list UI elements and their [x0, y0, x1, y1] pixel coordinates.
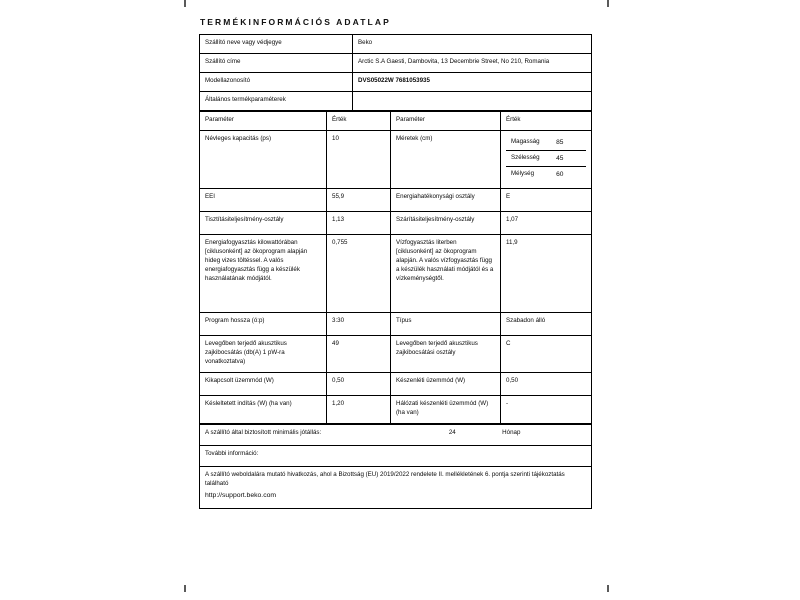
- table-row: [200, 91, 592, 110]
- support-url-link[interactable]: http://support.beko.com: [205, 491, 277, 499]
- energy-consumption-label: Energiafogyasztás kilowattórában [ciklusonként] az ökoprogram alapján hideg vizes töltéssel. A valós energiafogyasztás függ a készülék használatának módjától.: [200, 234, 327, 312]
- supplier-address-label: Szállító címe: [200, 53, 353, 72]
- product-information-sheet: [199, 17, 591, 509]
- header-value-2: Érték: [501, 111, 592, 130]
- table-row-noise: [200, 335, 592, 372]
- type-label: Típus: [391, 312, 501, 335]
- table-row-warranty: [200, 424, 592, 445]
- list-item: [506, 151, 586, 167]
- off-mode-value: 0,50: [327, 372, 391, 395]
- energy-consumption-value: 0,755: [327, 234, 391, 312]
- general-parameters-value: [353, 91, 592, 110]
- table-row: [200, 72, 592, 91]
- footer-table: [199, 424, 592, 509]
- table-row-performance-class: [200, 211, 592, 234]
- dimension-width-value: 45: [551, 151, 586, 167]
- type-value: Szabadon álló: [501, 312, 592, 335]
- supplier-name-value: Beko: [353, 35, 592, 54]
- table-row-delay-network: [200, 395, 592, 423]
- delay-start-label: Késleltetett indítás (W) (ha van): [200, 395, 327, 423]
- eei-value: 55,9: [327, 188, 391, 211]
- rated-capacity-label: Névleges kapacitás (ps): [200, 130, 327, 188]
- crop-mark-bottom-left: [184, 585, 186, 592]
- networked-standby-label: Hálózati készenléti üzemmód (W) (ha van): [391, 395, 501, 423]
- weblink-cell: [200, 466, 592, 508]
- crop-mark-top-right: [607, 0, 609, 7]
- water-consumption-value: 11,9: [501, 234, 592, 312]
- dimensions-label: Méretek (cm): [391, 130, 501, 188]
- supplier-table: [199, 34, 592, 111]
- table-row: [200, 53, 592, 72]
- dimensions-cell: [501, 130, 592, 188]
- list-item: [506, 135, 586, 151]
- dimension-height-label: Magasság: [506, 135, 551, 151]
- drying-performance-label: Szárításiteljesítmény-osztály: [391, 211, 501, 234]
- general-parameters-label: Általános termékparaméterek: [200, 91, 353, 110]
- dimension-depth-label: Mélység: [511, 170, 535, 178]
- dimensions-table: [506, 135, 586, 183]
- warranty-label: A szállító által biztosított minimális jótállás:: [205, 428, 322, 436]
- weblink-description: A szállító weboldalára mutató hivatkozás, ahol a Bizottság (EU) 2019/2022 rendelete II. mellékletének 6. pontja szerinti tájékoztatás található: [205, 470, 565, 487]
- rated-capacity-value: 10: [327, 130, 391, 188]
- table-row: [200, 35, 592, 54]
- off-mode-label: Kikapcsolt üzemmód (W): [200, 372, 327, 395]
- table-row-programme: [200, 312, 592, 335]
- page-title: TERMÉKINFORMÁCIÓS ADATLAP: [200, 17, 391, 27]
- model-id-value: DVS05022W 7681053935: [353, 72, 592, 91]
- table-row-eei: [200, 188, 592, 211]
- supplier-address-value: Arctic S.A Gaesti, Dambovita, 13 Decembrie Street, No 210, Romania: [353, 53, 592, 72]
- table-row-weblink: [200, 466, 592, 508]
- header-parameter-2: Paraméter: [391, 111, 501, 130]
- supplier-name-label: Szállító neve vagy védjegye: [200, 35, 353, 54]
- standby-mode-value: 0,50: [501, 372, 592, 395]
- warranty-value: 24: [448, 428, 456, 436]
- networked-standby-value: -: [501, 395, 592, 423]
- crop-mark-bottom-right: [607, 585, 609, 592]
- warranty-row: [205, 429, 586, 438]
- table-row-consumption: [200, 234, 592, 312]
- cleaning-performance-label: Tisztításiteljesítmény-osztály: [200, 211, 327, 234]
- table-row-more-info: [200, 445, 592, 466]
- noise-emission-label: Levegőben terjedő akusztikus zajkibocsátás (db(A) 1 pW-ra vonatkoztatva): [200, 335, 327, 372]
- table-header-row: [200, 111, 592, 130]
- noise-class-value: C: [501, 335, 592, 372]
- warranty-unit: Hónap: [502, 428, 521, 436]
- standby-mode-label: Készenléti üzemmód (W): [391, 372, 501, 395]
- header-parameter-1: Paraméter: [200, 111, 327, 130]
- delay-start-value: 1,20: [327, 395, 391, 423]
- dimension-depth-value: 60: [556, 171, 564, 179]
- water-consumption-label: Vízfogyasztás literben [ciklusonként] az ökoprogram alapján. A valós vízfogyasztás függ a készülék használati módjától és a vízkeménységtől.: [391, 234, 501, 312]
- more-info-label: További információ:: [200, 445, 592, 466]
- crop-mark-top-left: [184, 0, 186, 7]
- dimension-height-value: 85: [551, 135, 586, 151]
- programme-duration-label: Program hossza (ó:p): [200, 312, 327, 335]
- programme-duration-value: 3:30: [327, 312, 391, 335]
- dimension-width-label: Szélesség: [506, 151, 551, 167]
- model-id-label: Modellazonosító: [200, 72, 353, 91]
- warranty-cell: [200, 424, 592, 445]
- eei-label: EEI: [200, 188, 327, 211]
- cleaning-performance-value: 1,13: [327, 211, 391, 234]
- list-item: [506, 167, 586, 183]
- noise-emission-value: 49: [327, 335, 391, 372]
- energy-class-label: Energiahatékonysági osztály: [391, 188, 501, 211]
- noise-class-label: Levegőben terjedő akusztikus zajkibocsátási osztály: [391, 335, 501, 372]
- header-value-1: Érték: [327, 111, 391, 130]
- table-row-off-standby: [200, 372, 592, 395]
- table-row-rated-capacity: [200, 130, 592, 188]
- drying-performance-value: 1,07: [501, 211, 592, 234]
- parameter-table: [199, 111, 592, 424]
- energy-class-value: E: [501, 188, 592, 211]
